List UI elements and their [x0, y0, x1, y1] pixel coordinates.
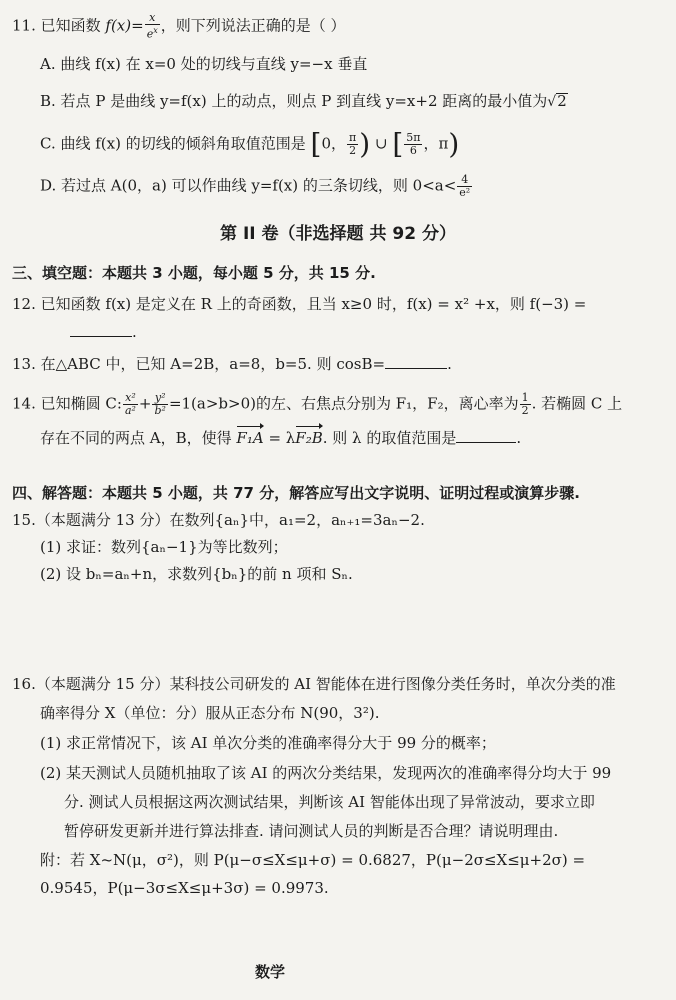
q14-line2: 存在不同的两点 A，B，使得 F₁A = λF₂B. 则 λ 的取值范围是 .	[40, 429, 522, 447]
part3-header: 三、填空题：本题共 3 小题，每小题 5 分，共 15 分.	[12, 264, 376, 282]
q16-note-line1: 附：若 X~N(μ，σ²)，则 P(μ−σ≤X≤μ+σ) = 0.6827，P(μ−2σ≤X≤μ+2σ) =	[40, 851, 586, 869]
q16-part2-line3: 暂停研发更新并进行算法排查. 请问测试人员的判断是否合理？请说明理由.	[64, 822, 559, 840]
q16-line2: 确率得分 X（单位：分）服从正态分布 N(90，3²).	[40, 704, 380, 722]
q11-option-b: B. 若点 P 是曲线 y=f(x) 上的动点，则点 P 到直线 y=x+2 距离的最小值为√2	[40, 92, 567, 110]
q16-part1: (1) 求正常情况下，该 AI 单次分类的准确率得分大于 99 分的概率；	[40, 734, 496, 752]
q16-part2-line1: (2) 某天测试人员随机抽取了该 AI 的两次分类结果，发现两次的准确率得分均大于 99	[40, 764, 612, 782]
q14-line1: 14. 已知椭圆 C: $\frac{\text{x²}}{\text{a²}}$ + $\frac{\text{y²}}{\text{b²}}$ =1(a>b>0)的左、右焦点分别为 F₁，F₂，离心率为 $\frac{1}{2}$ . 若椭圆 C 上	[12, 391, 623, 417]
q12-answer-line: .	[70, 322, 137, 342]
q15-part2: (2) 设 bₙ=aₙ+n，求数列{bₙ}的前 n 项和 Sₙ.	[40, 565, 353, 583]
q11-stem: 11. 已知函数 f(x)= $\frac{x}{e^x}$ ，则下列说法正确的是（ ）	[12, 11, 346, 41]
q13: 13. 在△ABC 中，已知 A=2B，a=8，b=5. 则 cosB= .	[12, 355, 452, 373]
q14-blank[interactable]	[456, 428, 516, 443]
part4-header: 四、解答题：本题共 5 小题，共 77 分，解答应写出文字说明、证明过程或演算步骤.	[12, 484, 580, 502]
q13-blank[interactable]	[385, 354, 447, 369]
q12-blank[interactable]	[70, 322, 132, 337]
q16-part2-line2: 分. 测试人员根据这两次测试结果，判断该 AI 智能体出现了异常波动，要求立即	[64, 793, 595, 811]
q15-stem: 15.（本题满分 13 分）在数列{aₙ}中，a₁=2，aₙ₊₁=3aₙ−2.	[12, 511, 425, 529]
q16-note-line2: 0.9545，P(μ−3σ≤X≤μ+3σ) = 0.9973.	[40, 879, 329, 897]
page-footer-subject: 数学	[255, 963, 286, 981]
q11-option-c: C. 曲线 f(x) 的切线的倾斜角取值范围是 [0， $\frac{\pi}{2}$ ) ∪ [ $\frac{5\pi}{6}$ ，π)	[40, 127, 460, 161]
section-title: 第 II 卷（非选择题 共 92 分）	[220, 224, 456, 244]
q15-part1: (1) 求证：数列{aₙ−1}为等比数列；	[40, 538, 288, 556]
q11-fraction: $\frac{x}{e^x}$	[146, 11, 158, 41]
q11-option-a: A. 曲线 f(x) 在 x=0 处的切线与直线 y=−x 垂直	[40, 55, 368, 73]
q16-line1: 16.（本题满分 15 分）某科技公司研发的 AI 智能体在进行图像分类任务时，单次分类的准	[12, 675, 616, 693]
q12: 12. 已知函数 f(x) 是定义在 R 上的奇函数，且当 x≥0 时，f(x) = x² +x，则 f(−3) =	[12, 295, 587, 313]
q11-option-d: D. 若过点 A(0，a) 可以作曲线 y=f(x) 的三条切线，则 0<a< $\frac{4}{\text{e²}}$	[40, 173, 471, 199]
